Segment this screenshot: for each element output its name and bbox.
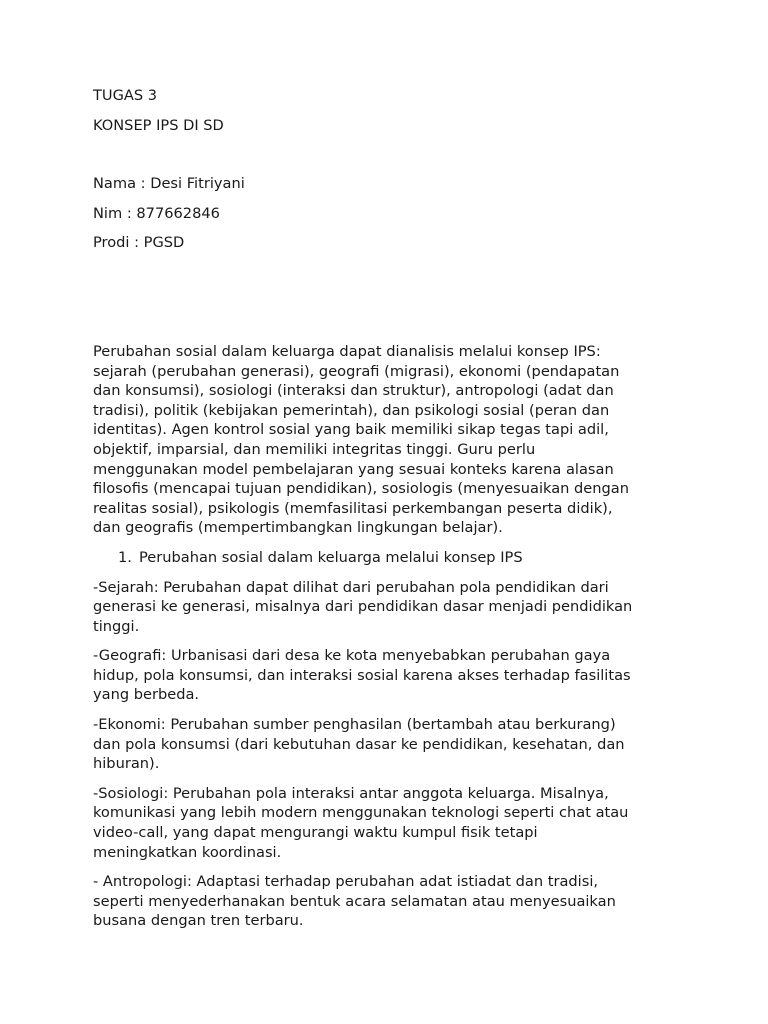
intro-line: sejarah (perubahan generasi), geografi (migrasi), ekonomi (pendapatan: [93, 362, 620, 380]
section-line: generasi ke generasi, misalnya dari pendidikan dasar menjadi pendidikan: [93, 598, 633, 616]
assignment-subtitle: KONSEP IPS DI SD: [93, 116, 224, 134]
section-line: yang berbeda.: [93, 686, 200, 704]
list-number: 1.: [118, 548, 132, 566]
section-sosiologi: [93, 784, 673, 862]
section-line: tinggi.: [93, 617, 140, 635]
section-sejarah: [93, 578, 673, 637]
section-ekonomi: [93, 715, 673, 774]
section-line: seperti menyederhanakan bentuk acara selamatan atau menyesuaikan: [93, 892, 616, 910]
intro-line: dan geografis (mempertimbangkan lingkungan belajar).: [93, 519, 503, 537]
section-line: busana dengan tren terbaru.: [93, 912, 304, 930]
student-name: Nama : Desi Fitriyani: [93, 175, 245, 193]
intro-line: Perubahan sosial dalam keluarga dapat dianalisis melalui konsep IPS:: [93, 342, 601, 360]
intro-paragraph: [93, 342, 673, 538]
intro-line: identitas). Agen kontrol sosial yang baik memiliki sikap tegas tapi adil,: [93, 421, 609, 439]
section-line: meningkatkan koordinasi.: [93, 843, 282, 861]
intro-line: objektif, imparsial, dan memiliki integritas tinggi. Guru perlu: [93, 440, 536, 458]
intro-line: filosofis (mencapai tujuan pendidikan), sosiologis (menyesuaikan dengan: [93, 480, 629, 498]
section-line: video-call, yang dapat mengurangi waktu kumpul fisik tetapi: [93, 824, 538, 842]
section-line: -Sosiologi: Perubahan pola interaksi antar anggota keluarga. Misalnya,: [93, 784, 609, 802]
section-geografi: [93, 646, 673, 705]
student-prodi: Prodi : PGSD: [93, 234, 185, 252]
section-line: dan pola konsumsi (dari kebutuhan dasar ke pendidikan, kesehatan, dan: [93, 735, 625, 753]
student-nim: Nim : 877662846: [93, 204, 220, 222]
numbered-list-item: [93, 548, 673, 568]
section-line: hiburan).: [93, 755, 160, 773]
section-line: komunikasi yang lebih modern menggunakan teknologi seperti chat atau: [93, 804, 629, 822]
section-line: -Sejarah: Perubahan dapat dilihat dari perubahan pola pendidikan dari: [93, 578, 609, 596]
list-item-text: Perubahan sosial dalam keluarga melalui konsep IPS: [139, 548, 523, 566]
intro-line: dan konsumsi), sosiologi (interaksi dan struktur), antropologi (adat dan: [93, 382, 614, 400]
section-antropologi: [93, 872, 673, 931]
section-line: -Geografi: Urbanisasi dari desa ke kota menyebabkan perubahan gaya: [93, 647, 611, 665]
document-body: [93, 86, 673, 931]
assignment-title: TUGAS 3: [93, 87, 158, 104]
intro-line: tradisi), politik (kebijakan pemerintah), dan psikologi sosial (peran dan: [93, 401, 610, 419]
section-line: -Ekonomi: Perubahan sumber penghasilan (bertambah atau berkurang): [93, 716, 616, 734]
intro-line: realitas sosial), psikologis (memfasilitasi perkembangan peserta didik),: [93, 499, 613, 517]
section-line: - Antropologi: Adaptasi terhadap perubahan adat istiadat dan tradisi,: [93, 873, 599, 891]
section-line: hidup, pola konsumsi, dan interaksi sosial karena akses terhadap fasilitas: [93, 666, 631, 684]
intro-line: menggunakan model pembelajaran yang sesuai konteks karena alasan: [93, 460, 614, 478]
